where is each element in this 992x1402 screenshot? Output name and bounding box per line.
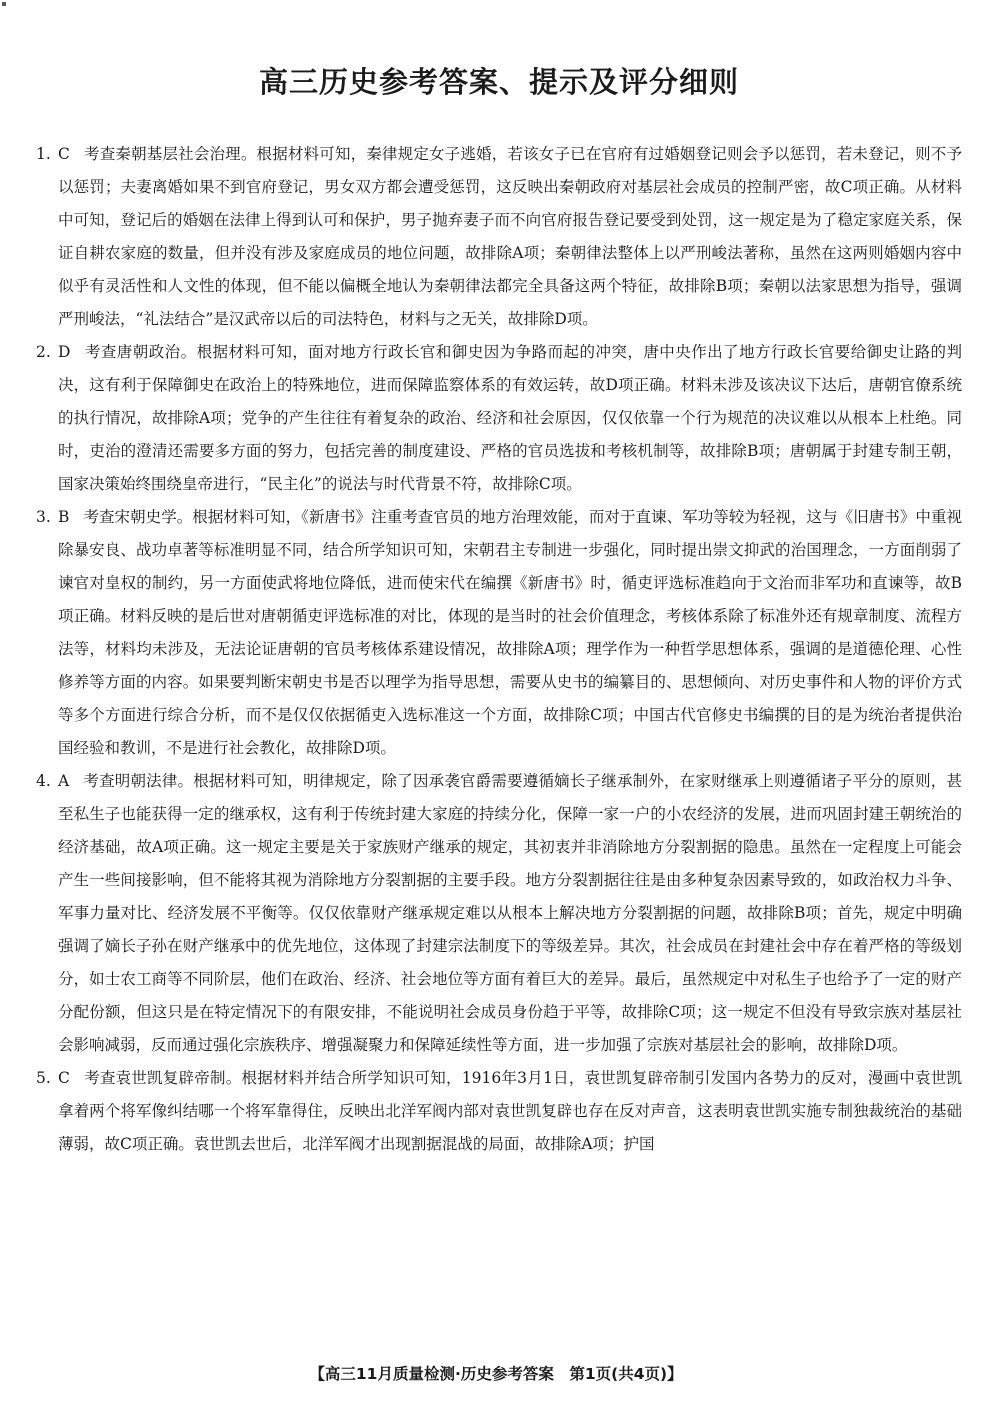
corner-mark <box>2 2 6 6</box>
answer-explanation: 考查明朝法律。根据材料可知，明律规定，除了因承袭官爵需要遵循嫡长子继承制外，在家财继承上则遵循诸子平分的原则，甚至私生子也能获得一定的继承权，这有利于传统封建大家庭的持续分化，保障一家一户的小农经济的发展，进而巩固封建王朝统治的经济基础，故A项正确。这一规定主要是关于家族财产继承的规定，其初衷并非消除地方分裂割据的隐患。虽然在一定程度上可能会产生一些间接影响，但不能将其视为消除地方分裂割据的主要手段。地方分裂割据往往是由多种复杂因素导致的，如政治权力斗争、军事力量对比、经济发展不平衡等。仅仅依靠财产继承规定难以从根本上解决地方分裂割据的问题，故排除B项；首先，规定中明确强调了嫡长子孙在财产继承中的优先地位，这体现了封建宗法制度下的等级差异。其次，社会成员在封建社会中存在着严格的等级划分，如士农工商等不同阶层，他们在政治、经济、社会地位等方面有着巨大的差异。最后，虽然规定中对私生子也给予了一定的财产分配份额，但这只是在特定情况下的有限安排，不能说明社会成员身份趋于平等，故排除C项；这一规定不但没有导致宗族对基层社会影响减弱，反而通过强化宗族秩序、增强凝聚力和保障延续性等方面，进一步加强了宗族对基层社会的影响，故排除D项。 <box>58 772 962 1054</box>
page-footer: 【高三11月质量检测·历史参考答案 第1页(共4页)】 <box>309 1365 683 1383</box>
answer-body <box>58 1062 962 1161</box>
answer-body <box>58 501 962 765</box>
answer-item-4 <box>36 765 962 1062</box>
answer-number: 1. <box>36 145 51 163</box>
page-title: 高三历史参考答案、提示及评分细则 <box>258 65 739 99</box>
answer-item-5 <box>36 1062 962 1161</box>
answer-number: 4. <box>36 772 51 790</box>
answer-number: 3. <box>36 508 51 526</box>
answer-letter: C <box>58 1069 70 1087</box>
answer-item-2 <box>36 336 962 501</box>
answer-body <box>58 138 962 336</box>
answer-item-3 <box>36 501 962 765</box>
answer-letter: A <box>58 772 70 790</box>
answer-explanation: 考查唐朝政治。根据材料可知，面对地方行政长官和御史因为争路而起的冲突，唐中央作出了地方行政长官要给御史让路的判决，这有利于保障御史在政治上的特殊地位，进而保障监察体系的有效运转，故D项正确。材料未涉及该决议下达后，唐朝官僚系统的执行情况，故排除A项；党争的产生往往有着复杂的政治、经济和社会原因，仅仅依靠一个行为规范的决议难以从根本上杜绝。同时，吏治的澄清还需要多方面的努力，包括完善的制度建设、严格的官员选拔和考核机制等，故排除B项；唐朝属于封建专制王朝，国家决策始终围绕皇帝进行，“民主化”的说法与时代背景不符，故排除C项。 <box>58 343 962 493</box>
answer-explanation: 考查宋朝史学。根据材料可知，《新唐书》注重考查官员的地方治理效能，而对于直谏、军功等较为轻视，这与《旧唐书》中重视除暴安良、战功卓著等标准明显不同，结合所学知识可知，宋朝君主专制进一步强化，同时提出崇文抑武的治国理念，一方面削弱了谏官对皇权的制约，另一方面使武将地位降低，进而使宋代在编撰《新唐书》时，循吏评选标准趋向于文治而非军功和直谏等，故B项正确。材料反映的是后世对唐朝循吏评选标准的对比，体现的是当时的社会价值理念，考核体系除了标准外还有规章制度、流程方法等，材料均未涉及，无法论证唐朝的官员考核体系建设情况，故排除A项；理学作为一种哲学思想体系，强调的是道德伦理、心性修养等方面的内容。如果要判断宋朝史书是否以理学为指导思想，需要从史书的编纂目的、思想倾向、对历史事件和人物的评价方式等多个方面进行综合分析，而不是仅仅依据循吏入选标准这一个方面，故排除C项；中国古代官修史书编撰的目的是为统治者提供治国经验和教训，不是进行社会教化，故排除D项。 <box>58 508 962 757</box>
answer-letter: B <box>58 508 70 526</box>
answer-letter: D <box>58 343 71 361</box>
answer-explanation: 考查秦朝基层社会治理。根据材料可知，秦律规定女子逃婚，若该女子已在官府有过婚姻登记则会予以惩罚，若未登记，则不予以惩罚；夫妻离婚如果不到官府登记，男女双方都会遭受惩罚，这反映出秦朝政府对基层社会成员的控制严密，故C项正确。从材料中可知，登记后的婚姻在法律上得到认可和保护，男子抛弃妻子而不向官府报告登记要受到处罚，这一规定是为了稳定家庭关系，保证自耕农家庭的数量，但并没有涉及家庭成员的地位问题，故排除A项；秦朝律法整体上以严刑峻法著称，虽然在这两则婚姻内容中似乎有灵活性和人文性的体现，但不能以偏概全地认为秦朝律法都完全具备这两个特征，故排除B项；秦朝以法家思想为指导，强调严刑峻法，“礼法结合”是汉武帝以后的司法特色，材料与之无关，故排除D项。 <box>58 145 962 328</box>
answer-body <box>58 765 962 1062</box>
answer-item-1 <box>36 138 962 336</box>
answer-number: 5. <box>36 1069 51 1087</box>
answer-number: 2. <box>36 343 51 361</box>
answer-body <box>58 336 962 501</box>
answer-letter: C <box>58 145 70 163</box>
answer-explanation: 考查袁世凯复辟帝制。根据材料并结合所学知识可知，1916年3月1日，袁世凯复辟帝制引发国内各势力的反对，漫画中袁世凯拿着两个将军像纠结哪一个将军靠得住，反映出北洋军阀内部对袁世凯复辟也存在反对声音，这表明袁世凯实施专制独裁统治的基础薄弱，故C项正确。袁世凯去世后，北洋军阀才出现割据混战的局面，故排除A项；护国 <box>58 1069 962 1153</box>
